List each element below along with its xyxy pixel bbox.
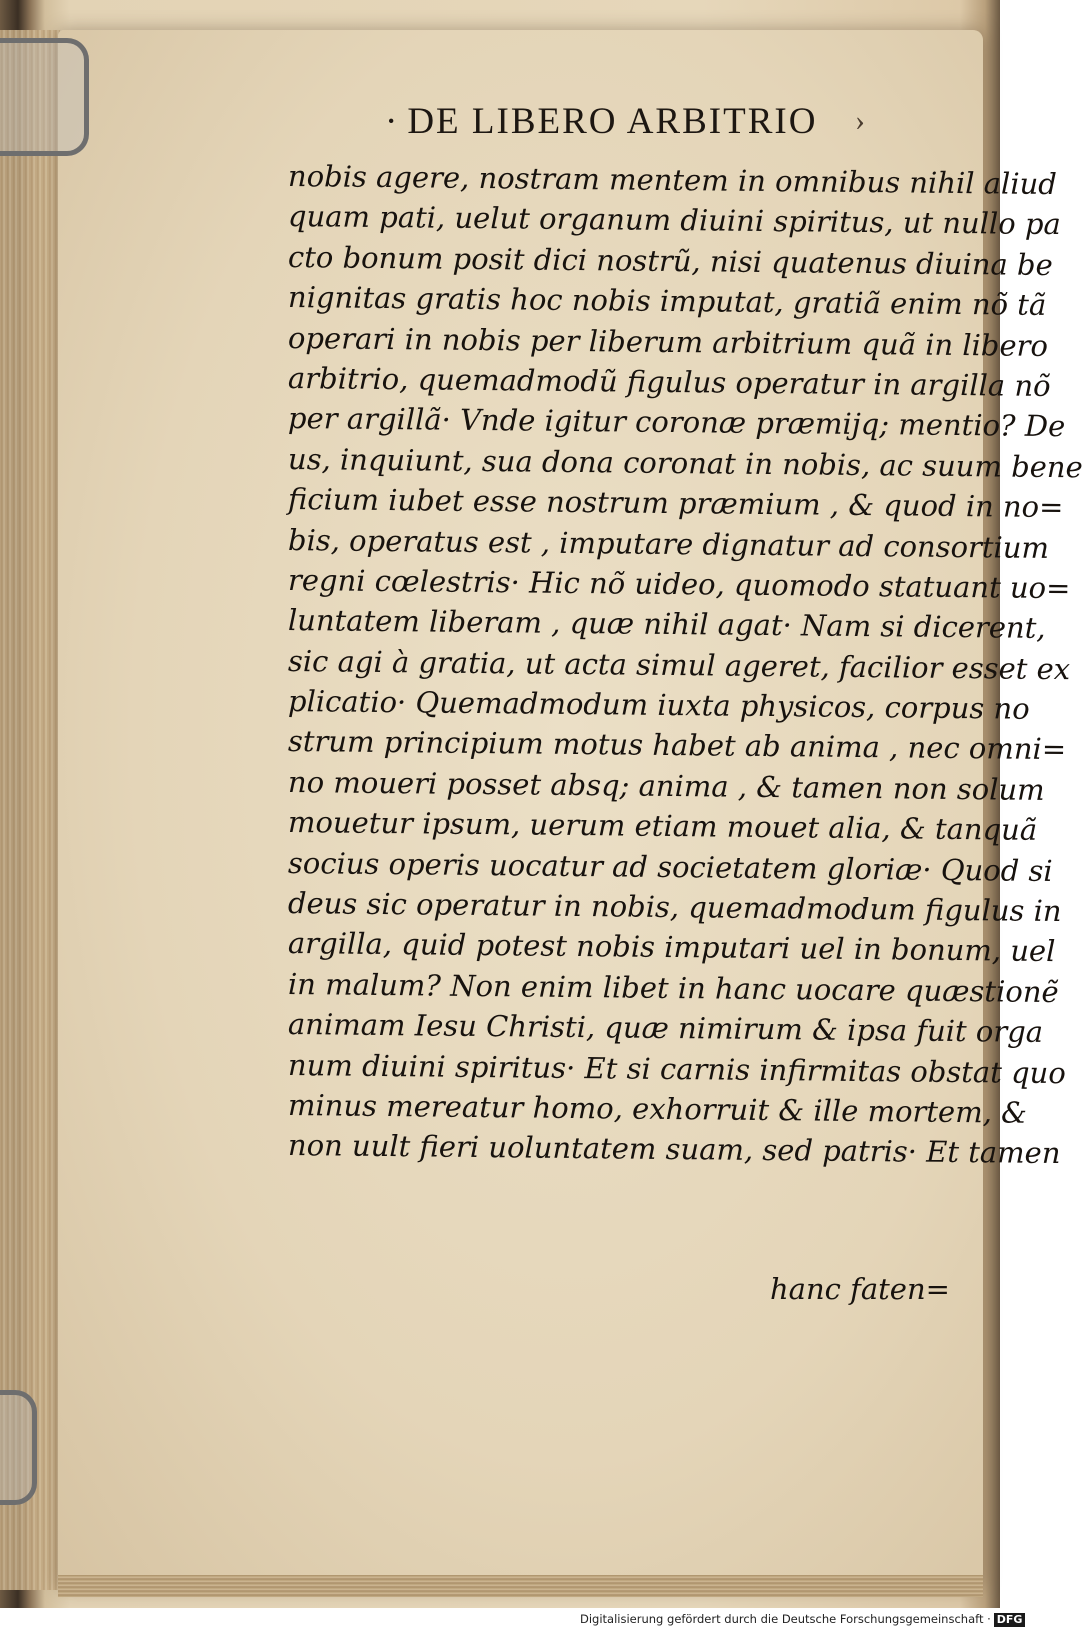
- clasp-icon-top: [0, 38, 89, 156]
- text-line: bis, operatus est , imputare dignatur ad consortium: [287, 522, 1050, 565]
- body-text: [287, 156, 1083, 1171]
- running-head: [385, 100, 867, 143]
- text-line: sic agi à gratia, ut acta simul ageret, facilior esset ex: [287, 643, 1071, 686]
- text-line: regni cœlestris· Hic nõ uideo, quomodo statuant uo=: [287, 562, 1071, 606]
- text-line: animam Iesu Christi, quæ nimirum & ipsa fuit orga: [287, 1007, 1044, 1050]
- text-line: deus sic operatur in nobis, quemadmodum figulus in: [287, 886, 1062, 929]
- clasp-icon-bottom: [0, 1390, 37, 1505]
- text-line: non uult fieri uoluntatem suam, sed patris· Et tamen: [287, 1128, 1061, 1171]
- text-line: minus mereatur homo, exhorruit & ille mortem, &: [287, 1087, 1028, 1130]
- text-line: num diuini spiritus· Et si carnis infirmitas obstat quo: [287, 1047, 1066, 1090]
- text-line: strum principium motus habet ab anima , nec omni=: [287, 724, 1067, 767]
- text-line: ficium iubet esse nostrum præmium , & quod in no=: [287, 482, 1064, 525]
- dfg-logo-icon: DFG: [994, 1613, 1026, 1627]
- page-fore-edge: [0, 30, 60, 1590]
- credit-text: Digitalisierung gefördert durch die Deutsche Forschungsgemeinschaft ·: [580, 1612, 991, 1626]
- catchword: hanc faten=: [770, 1272, 950, 1306]
- digitization-credit: [580, 1610, 1023, 1628]
- running-head-dot: ·: [385, 101, 400, 142]
- text-line: socius operis uocatur ad societatem gloriæ· Quod si: [287, 845, 1053, 888]
- text-line: operari in nobis per liberum arbitrium quã in libero: [287, 320, 1049, 363]
- running-head-mark: ›: [855, 104, 867, 137]
- text-line: per argillã· Vnde igitur coronæ præmijq; mentio? De: [287, 401, 1066, 444]
- text-line: cto bonum posit dici nostrũ, nisi quatenus diuina be: [287, 239, 1053, 282]
- text-line: no moueri posset absq; anima , & tamen non solum: [287, 764, 1045, 807]
- page-bottom-edge: [58, 1575, 983, 1597]
- text-line: luntatem liberam , quæ nihil agat· Nam si dicerent,: [287, 603, 1046, 646]
- text-line: in malum? Non enim libet in hanc uocare quæstionẽ: [287, 966, 1059, 1009]
- text-line: arbitrio, quemadmodũ figulus operatur in argilla nõ: [287, 360, 1051, 403]
- text-line: plicatio· Quemadmodum iuxta physicos, corpus no: [287, 684, 1030, 726]
- text-line: nobis agere, nostram mentem in omnibus nihil aliud: [287, 159, 1058, 202]
- text-line: us, inquiunt, sua dona coronat in nobis, ac suum bene: [287, 441, 1083, 485]
- text-line: mouetur ipsum, uerum etiam mouet alia, & tanquã: [287, 805, 1038, 848]
- running-head-title: DE LIBERO ARBITRIO: [407, 101, 818, 142]
- text-line: quam pati, uelut organum diuini spiritus, ut nullo pa: [287, 199, 1061, 242]
- text-line: nignitas gratis hoc nobis imputat, gratiã enim nõ tã: [287, 280, 1047, 323]
- text-line: argilla, quid potest nobis imputari uel in bonum, uel: [287, 926, 1056, 969]
